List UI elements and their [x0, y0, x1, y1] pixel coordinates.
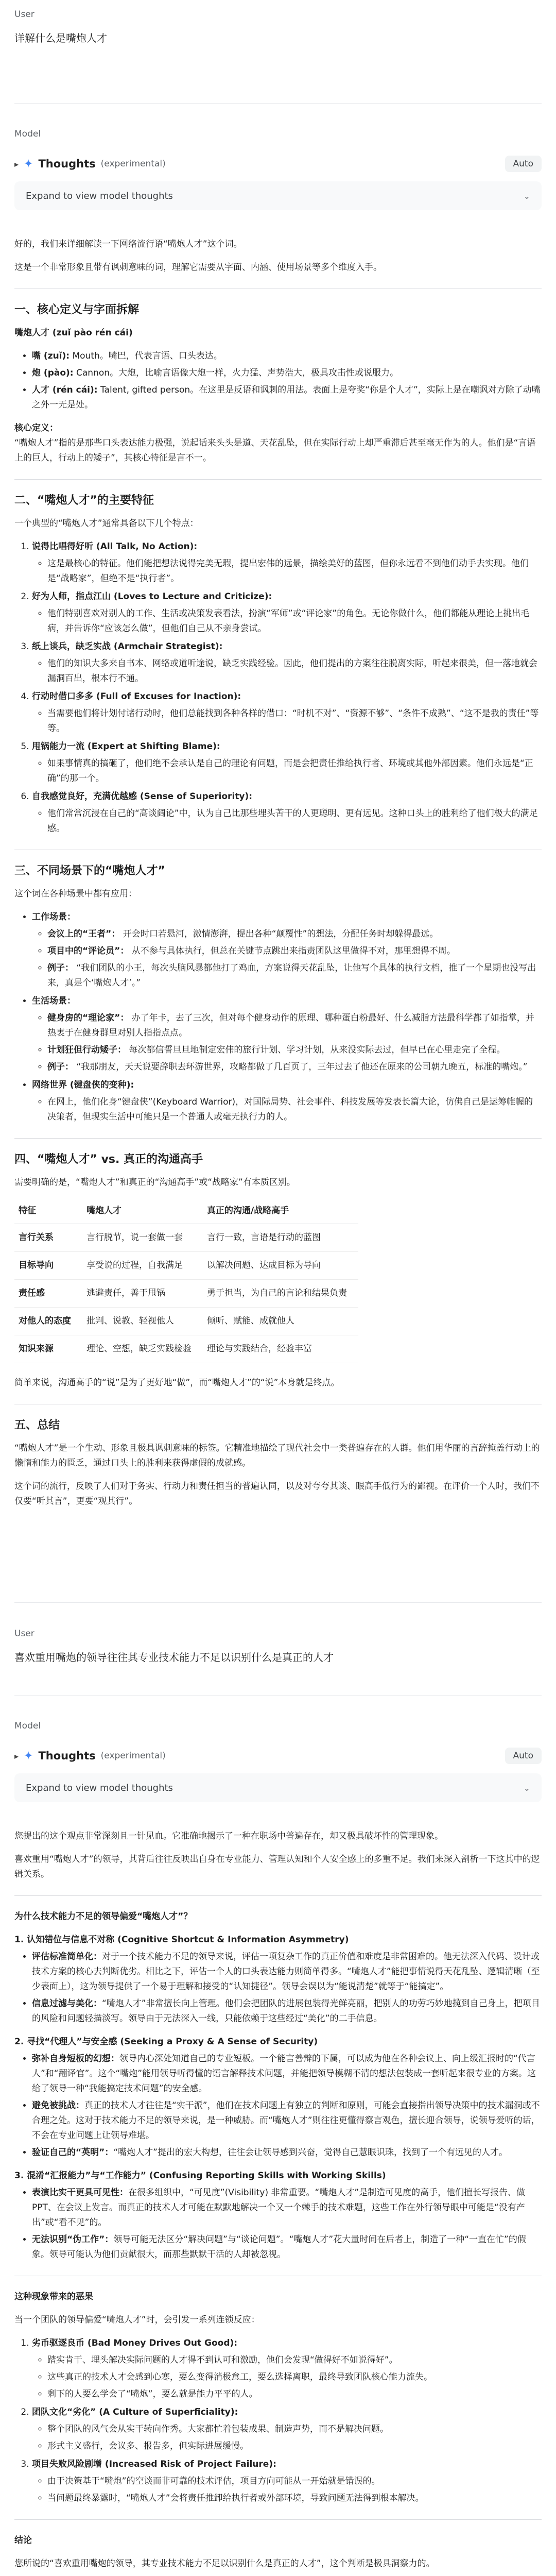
- point-item: [32, 1996, 542, 2026]
- table-cell: 以解决问题、达成目标为导向: [203, 1252, 358, 1280]
- bold-label: 信息过滤与美化：: [32, 1998, 102, 2009]
- bold-label: 炮 (pào):: [32, 368, 74, 378]
- bold-label: 弥补自身短板的幻想：: [32, 2054, 119, 2064]
- bold-label: 例子：: [47, 963, 74, 973]
- point-item: [32, 2185, 542, 2230]
- list-item: [32, 639, 542, 686]
- point-heading: 1. 认知错位与信息不对称 (Cognitive Shortcut & Information Asymmetry): [14, 1935, 349, 1945]
- sub-item: ◦ 他们常常沉浸在自己的“高谈阔论”中，认为自己比那些埋头苦干的人更聪明、更有远见。这种口头上的胜利给了他们极大的满足感。: [47, 806, 542, 836]
- section-divider: [14, 1138, 542, 1139]
- table-header: 嘴炮人才: [82, 1198, 203, 1224]
- consequence-list: [14, 2336, 542, 2506]
- section-heading: 二、“嘴炮人才”的主要特征: [14, 494, 154, 507]
- sub-item: ◦ 他们特别喜欢对别人的工作、生活或决策发表看法，扮演“军师”或“评论家”的角色。无论你做什么，他们都能从理论上挑出毛病，并告诉你“应该怎么做”，但他们自己从不亲身尝试。: [47, 606, 542, 636]
- bold-label: 计划狂但行动矮子：: [47, 1045, 126, 1055]
- thoughts-experimental: (experimental): [100, 1751, 166, 1761]
- table-cell: 理论与实践结合，经验丰富: [203, 1335, 358, 1363]
- model-role-label: Model: [14, 129, 41, 139]
- list-item: [32, 2336, 542, 2402]
- sub-item: ◦ 由于决策基于“嘴炮”的空谈而非可靠的技术评估，项目方向可能从一开始就是错误的。: [47, 2474, 542, 2489]
- item-text: 领导可能无法区分“解决问题”与“谈论问题”。“嘴炮人才”花大量时间在后者上，制造了一种“一直在忙”的假象。领导可能认为他们贡献很大，而那些默默干活的人却被忽视。: [32, 2234, 526, 2260]
- sub-item: [47, 944, 542, 959]
- paragraph: 这个词在各种场景中都有应用：: [14, 889, 137, 899]
- list-item: [32, 789, 542, 836]
- paragraph: 当一个团队的领导偏爱“嘴炮人才”时，会引发一系列连锁反应：: [14, 2315, 260, 2325]
- section-heading: 这种现象带来的恶果: [14, 2292, 93, 2302]
- sub-item: ◦ 形式主义盛行，会议多、报告多，但实际进展缓慢。: [47, 2439, 542, 2454]
- auto-badge[interactable]: Auto: [505, 156, 542, 172]
- sparkle-icon: ✦: [24, 1749, 33, 1762]
- item-text: 真正的技术人才往往是“实干派”，他们在技术问题上有独立的判断和原则，可能会直接指出领导决策中的技术漏洞或不合理之处。这对于技术能力不足的领导来说，是一种威胁。而“嘴炮人才”则往往更懂得察言观色，擅长迎合领导，说领导爱听的话，不会在专业问题上让领导难堪。: [32, 2100, 540, 2141]
- chevron-right-icon[interactable]: ▸: [14, 159, 19, 169]
- divider: [14, 1695, 542, 1696]
- paragraph: 您所说的“喜欢重用嘴炮的领导，其专业技术能力不足以识别什么是真正的人才”，这个判断是极具洞察力的。: [14, 2558, 435, 2569]
- paragraph: 喜欢重用“嘴炮人才”的领导，其背后往往反映出自身在专业能力、管理认知和个人安全感上的多重不足。我们来深入剖析一下这其中的逻辑关系。: [14, 1854, 540, 1879]
- table-cell: 倾听、赋能、成就他人: [203, 1308, 358, 1335]
- sub-item: ◦ 这些真正的技术人才会感到心寒，要么变得消极怠工，要么选择离职，最终导致团队核心能力流失。: [47, 2370, 542, 2385]
- user-role-label: User: [14, 1629, 34, 1639]
- sub-list: [32, 556, 542, 586]
- section-divider: [14, 2519, 542, 2520]
- paragraph: 这个词的流行，反映了人们对于务实、行动力和责任担当的普遍认同，以及对夸夸其谈、眼高手低行为的鄙视。在评价一个人时，我们不仅要“听其言”，更要“观其行”。: [14, 1481, 540, 1506]
- table-cell: 目标导向: [14, 1252, 82, 1280]
- paragraph: 这是一个非常形象且带有讽刺意味的词，理解它需要从字面、内涵、使用场景等多个维度入手。: [14, 262, 382, 273]
- reason-list: [14, 1933, 542, 2262]
- sub-list: [32, 1095, 542, 1125]
- point-item: [32, 2145, 542, 2160]
- bold-label: 嘴 (zuǐ):: [32, 351, 70, 361]
- item-heading: 项目失败风险剧增 (Increased Risk of Project Failure):: [32, 2459, 276, 2469]
- bold-label: 健身房的“理论家”：: [47, 1013, 129, 1023]
- item-text: 开会时口若悬河，激情澎湃，提出各种“颠覆性”的想法，分配任务时却躲得最远。: [120, 929, 439, 939]
- table-header: 真正的沟通/战略高手: [203, 1198, 358, 1224]
- table-cell: 理论、空想，缺乏实践检验: [82, 1335, 203, 1363]
- table-cell: 知识来源: [14, 1335, 82, 1363]
- core-definition: [14, 421, 542, 466]
- table-row: [14, 1252, 358, 1280]
- section-heading: 四、“嘴炮人才” vs. 真正的沟通高手: [14, 1153, 203, 1166]
- paragraph: 简单来说，沟通高手的“说”是为了更好地“做”，而“嘴炮人才”的“说”本身就是终点。: [14, 1378, 340, 1388]
- sub-item: [47, 1043, 542, 1058]
- sub-item: ◦ 剩下的人要么学会了“嘴炮”，要么就是能力平平的人。: [47, 2387, 542, 2402]
- table-cell: 责任感: [14, 1280, 82, 1308]
- table-row: [14, 1335, 358, 1363]
- section-heading: 结论: [14, 2535, 32, 2546]
- sub-item: [47, 961, 542, 991]
- divider: [14, 103, 542, 104]
- list-item: [32, 994, 542, 1075]
- sub-item: ◦ 当需要他们将计划付诸行动时，他们总能找到各种各样的借口：“时机不对”、“资源不够”、“条件不成熟”、“这不是我的责任”等等。: [47, 706, 542, 736]
- item-heading: 说得比唱得好听 (All Talk, No Action):: [32, 541, 198, 552]
- thoughts-experimental: (experimental): [100, 159, 166, 169]
- user-role-label: User: [14, 9, 34, 20]
- model-turn-2: [0, 1721, 556, 2576]
- sparkle-icon: ✦: [24, 157, 33, 171]
- table-cell: 言行一致，言语是行动的蓝图: [203, 1224, 358, 1252]
- item-text: Mouth。嘴巴，代表言语、口头表达。: [70, 351, 222, 361]
- divider: [14, 1602, 542, 1603]
- sub-list: [32, 2474, 542, 2506]
- item-heading: 好为人师，指点江山 (Loves to Lecture and Criticize):: [32, 591, 272, 602]
- section-heading: 一、核心定义与字面拆解: [14, 303, 140, 316]
- expand-thoughts-label: Expand to view model thoughts: [26, 190, 173, 201]
- point-heading: 3. 混淆“汇报能力”与“工作能力” (Confusing Reporting Skills with Working Skills): [14, 2171, 386, 2181]
- item-text: 对于一个技术能力不足的领导来说，评估一项复杂工作的真正价值和难度是非常困难的。他无法深入代码、设计或技术方案的核心去判断优劣。相比之下，评估一个人的口头表达能力则简单得多。“嘴炮人才”能把事情说得天花乱坠、逻辑清晰（至少表面上），这为领导提供了一个易于理解和接受的“认知捷径”。领导会误以为“能说清楚”就等于“能搞定”。: [32, 1952, 540, 1992]
- item-text: “我那朋友，天天说要辞职去环游世界，攻略都做了几百页了，三年过去了他还在原来的公司朝九晚五，标准的嘴炮。”: [74, 1062, 528, 1072]
- item-text: “嘴炮人才”提出的宏大构想，往往会让领导感到兴奋，觉得自己慧眼识珠，找到了一个有远见的人才。: [113, 2147, 508, 2158]
- item-text: Talent, gifted person。在这里是反语和讽刺的用法。表面上是夸奖“你是个人才”，实际上是在嘲讽对方除了动嘴之外一无是处。: [32, 385, 541, 410]
- table-cell: 享受说的过程，自我满足: [82, 1252, 203, 1280]
- bold-label: 会议上的“王者”：: [47, 929, 120, 939]
- bold-label: 评估标准简单化：: [32, 1952, 102, 1962]
- sub-list: [32, 2353, 542, 2402]
- item-text: 领导内心深处知道自己的专业短板。一个能言善辩的下属，可以成为他在各种会议上、向上级汇报时的“代言人”和“翻译官”。这个“嘴炮”能用领导听得懂的语言解释技术问题，并能把领导模糊不清的想法包装成一套听起来很专业的方案。这给了领导一种“我能搞定技术问题”的安全感。: [32, 2054, 536, 2094]
- sub-list: [32, 927, 542, 991]
- point-item: [32, 2052, 542, 2096]
- list-item: [32, 539, 542, 586]
- list-item: [32, 366, 542, 381]
- item-heading: 自我感觉良好，充满优越感 (Sense of Superiority):: [32, 791, 253, 802]
- chevron-down-icon: ⌄: [523, 1783, 530, 1793]
- paragraph: 需要明确的是，“嘴炮人才”和真正的“沟通高手”或“战略家”有本质区别。: [14, 1177, 296, 1188]
- bold-label: 例子：: [47, 1062, 74, 1072]
- list-item: [32, 1078, 542, 1125]
- term-heading: 嘴炮人才 (zuǐ pào rén cái): [14, 328, 133, 338]
- sub-item: ◦ 这是最核心的特征。他们能把想法说得完美无瑕，提出宏伟的远景，描绘美好的蓝图，但你永远看不到他们动手去实现。他们是“战略家”，但绝不是“执行者”。: [47, 556, 542, 586]
- table-row: [14, 1280, 358, 1308]
- section-divider: [14, 479, 542, 480]
- item-text: 从不参与具体执行，但总在关键节点跳出来指责团队这里做得不对，那里想得不周。: [129, 946, 456, 956]
- table-row: [14, 1308, 358, 1335]
- section-heading: 为什么技术能力不足的领导偏爱“嘴炮人才”？: [14, 1911, 193, 1922]
- bold-label: 人才 (rén cái):: [32, 385, 98, 395]
- table-cell: 批判、说教、轻视他人: [82, 1308, 203, 1335]
- definition-list: [14, 349, 542, 413]
- item-text: “我们团队的小王，每次头脑风暴都他打了鸡血，方案说得天花乱坠，让他写个具体的执行文档，推了一个星期也没写出来，真是个‘嘴炮人才’。”: [47, 963, 536, 988]
- model-response-2: [14, 1829, 542, 2576]
- point-list: [14, 2052, 542, 2160]
- sub-item: ◦ 当问题最终暴露时，“嘴炮人才”会将责任推卸给执行者或外部环境，导致问题无法得到根本解决。: [47, 2491, 542, 2506]
- bold-label: 验证自己的“英明”：: [32, 2147, 114, 2158]
- expand-thoughts-label: Expand to view model thoughts: [26, 1782, 173, 1793]
- core-label: 核心定义：: [14, 423, 58, 433]
- sub-list: [32, 756, 542, 786]
- paragraph: 好的，我们来详细解读一下网络流行语“嘴炮人才”这个词。: [14, 239, 242, 249]
- sub-item: ◦ 如果事情真的搞砸了，他们绝不会承认是自己的理论有问题，而是会把责任推给执行者、环境或其他外部因素。他们永远是“正确”的那一个。: [47, 756, 542, 786]
- sub-list: [32, 606, 542, 636]
- sub-item: [47, 1095, 542, 1125]
- item-heading: 劣币驱逐良币 (Bad Money Drives Out Good):: [32, 2338, 238, 2348]
- sub-list: [32, 1011, 542, 1075]
- thoughts-header[interactable]: [14, 1741, 542, 1770]
- list-item: [32, 349, 542, 364]
- list-item: [32, 2457, 542, 2506]
- paragraph: “嘴炮人才”是一个生动、形象且极具讽刺意味的标签。它精准地描绘了现代社会中一类普遍存在的人群。他们用华丽的言辞掩盖行动上的懒惰和能力的匮乏，通过口头上的胜利来获得虚假的成就感。: [14, 1443, 540, 1468]
- comparison-table: [14, 1198, 358, 1363]
- item-text: Cannon。大炮，比喻言语像大炮一样，火力猛、声势浩大，极具攻击性或说服力。: [73, 368, 398, 378]
- model-role-label: Model: [14, 1721, 41, 1731]
- point-item: [32, 2098, 542, 2143]
- bold-label: 无法识别“伪工作”：: [32, 2234, 114, 2245]
- paragraph: 您提出的这个观点非常深刻且一针见血。它准确地揭示了一种在职场中普遍存在，却又极具破坏性的管理现象。: [14, 1831, 443, 1841]
- scenario-list: [14, 910, 542, 1125]
- point-list: [14, 2185, 542, 2262]
- sub-item: ◦ 整个团队的风气会从实干转向作秀。大家都忙着包装成果、制造声势，而不是解决问题。: [47, 2422, 542, 2437]
- item-text: 在网上，他们化身“键盘侠”(Keyboard Warrior)，对国际局势、社会事件、科技发展等发表长篇大论，仿佛自己是运筹帷幄的决策者，但现实生活中可能只是一个普通人或毫无执行力的人。: [47, 1097, 533, 1122]
- model-turn-1: [0, 129, 556, 1517]
- section-heading: 三、不同场景下的“嘴炮人才”: [14, 865, 165, 877]
- list-item: [32, 2405, 542, 2454]
- table-cell: 勇于担当，为自己的言论和结果负责: [203, 1280, 358, 1308]
- sub-item: ◦ 他们的知识大多来自书本、网络或道听途说，缺乏实践经验。因此，他们提出的方案往往脱离实际，听起来很美，但一落地就会漏洞百出，根本行不通。: [47, 656, 542, 686]
- item-heading: 网络世界 (键盘侠的变种):: [32, 1080, 134, 1090]
- item-heading: 工作场景：: [32, 912, 76, 922]
- item-heading: 纸上谈兵，缺乏实战 (Armchair Strategist):: [32, 641, 223, 652]
- item-text: “嘴炮人才”非常擅长向上管理。他们会把团队的进展包装得光鲜亮丽，把别人的功劳巧妙地揽到自己身上，把项目的风险和问题轻描淡写。领导由于无法深入一线，只能依赖于这些经过“美化”的二手信息。: [32, 1998, 540, 2024]
- item-heading: 行动时借口多多 (Full of Excuses for Inaction):: [32, 691, 241, 702]
- core-text: “嘴炮人才”指的是那些口头表达能力极强，说起话来头头是道、天花乱坠，但在实际行动上却严重滞后甚至毫无作为的人。他们是“言语上的巨人，行动上的矮子”，其核心特征是言不一。: [14, 438, 536, 463]
- thoughts-title: Thoughts: [38, 1750, 96, 1762]
- point-heading: 2. 寻找“代理人”与安全感 (Seeking a Proxy & A Sense of Security): [14, 2037, 318, 2047]
- sub-item: [47, 927, 542, 942]
- feature-list: [14, 539, 542, 836]
- point-item: [32, 2232, 542, 2262]
- table-cell: 言行脱节，说一套做一套: [82, 1224, 203, 1252]
- chevron-down-icon: ⌄: [523, 191, 530, 201]
- item-heading: 团队文化“劣化” (A Culture of Superficiality):: [32, 2407, 238, 2417]
- section-heading: 五、总结: [14, 1419, 60, 1432]
- sub-item: [47, 1060, 542, 1075]
- table-header-row: [14, 1198, 358, 1224]
- user-turn-1: [0, 9, 556, 45]
- item-heading: 生活场景：: [32, 996, 76, 1006]
- bold-label: 项目中的“评论员”：: [47, 946, 129, 956]
- item-text: 办了年卡，去了三次，但对每个健身动作的原理、哪种蛋白粉最好、什么减脂方法最科学都了如指掌，并热衷于在健身群里对别人指指点点。: [47, 1013, 534, 1038]
- sub-list: [32, 2422, 542, 2454]
- chevron-right-icon[interactable]: ▸: [14, 1751, 19, 1761]
- list-item: [32, 689, 542, 736]
- table-cell: 言行关系: [14, 1224, 82, 1252]
- thoughts-title: Thoughts: [38, 158, 96, 170]
- paragraph: 一个典型的“嘴炮人才”通常具备以下几个特点：: [14, 518, 199, 529]
- table-header: 特征: [14, 1198, 82, 1224]
- item-heading: 甩锅能力一流 (Expert at Shifting Blame):: [32, 741, 220, 752]
- thoughts-header[interactable]: [14, 149, 542, 178]
- item-text: 在很多组织中，“可见度”(Visibility) 非常重要。“嘴炮人才”是制造可见度的高手，他们擅长写报告、做PPT、在会议上发言。而真正的技术人才可能在默默地解决一个又一个棘手的技术难题，这些工作在外行领导眼中可能是“没有产出”或“看不见”的。: [32, 2188, 526, 2228]
- model-response-1: [14, 237, 542, 1509]
- list-item: [32, 383, 542, 413]
- point-list: [14, 1950, 542, 2026]
- table-row: [14, 1224, 358, 1252]
- table-cell: 逃避责任，善于甩锅: [82, 1280, 203, 1308]
- sub-item: ◦ 踏实肯干、埋头解决实际问题的人才得不到认可和激励，他们会发现“做得好不如说得好”。: [47, 2353, 542, 2368]
- sub-list: [32, 706, 542, 736]
- list-item: [32, 589, 542, 636]
- item-text: 每次都信誓旦旦地制定宏伟的旅行计划、学习计划，从来没实际去过，但早已在心里走完了全程。: [126, 1045, 506, 1055]
- section-divider: [14, 1895, 542, 1896]
- auto-badge[interactable]: Auto: [505, 1748, 542, 1764]
- list-item: [32, 739, 542, 786]
- list-item: [32, 910, 542, 991]
- table-cell: 对他人的态度: [14, 1308, 82, 1335]
- user-message: 详解什么是嘴炮人才: [14, 32, 107, 44]
- point-item: [32, 1950, 542, 1994]
- expand-thoughts-button[interactable]: [14, 181, 542, 210]
- sub-item: [47, 1011, 542, 1041]
- bold-label: 避免被挑战：: [32, 2100, 84, 2111]
- sub-list: [32, 656, 542, 686]
- sub-list: [32, 806, 542, 836]
- user-message: 喜欢重用嘴炮的领导往往其专业技术能力不足以识别什么是真正的人才: [14, 1651, 334, 1664]
- user-turn-2: [0, 1602, 556, 1696]
- expand-thoughts-button[interactable]: [14, 1773, 542, 1802]
- bold-label: 表演比实干更具可见性：: [32, 2188, 128, 2198]
